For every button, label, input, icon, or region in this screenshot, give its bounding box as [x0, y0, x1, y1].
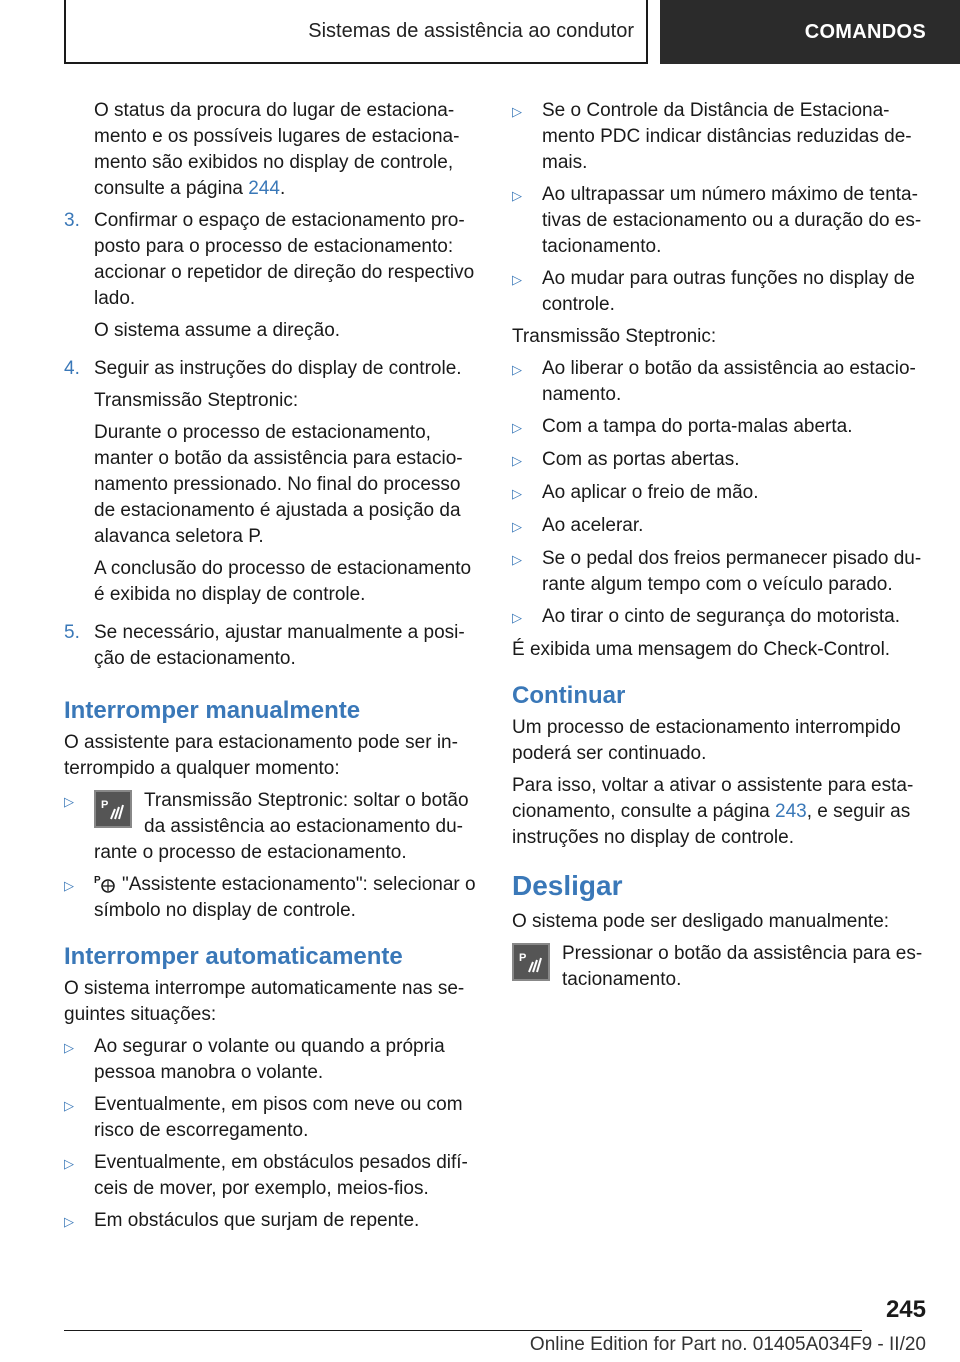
heading-interromper-manualmente: Interromper manualmente: [64, 697, 361, 724]
right-column: [512, 98, 924, 993]
triangle-right-icon: ▷: [512, 362, 522, 377]
continue-text-2: Para isso, voltar a ativar o assistente para esta-cionamento, consulte a página 243, e seguir as instruções no display de controle.: [512, 775, 914, 848]
triangle-right-icon: ▷: [512, 188, 522, 203]
intro-paragraph: O status da procura do lugar de estaciona-mento e os possíveis lugares de estaciona-mento são exibidos no display de controle, consulte a página 244.: [94, 100, 460, 199]
list-item: ▷ Com a tampa do porta-malas aberta.: [512, 414, 924, 441]
list-item: ▷ P "Assistente estacionamento": selecionar o símbolo no display de controle.: [64, 872, 478, 924]
steptronic-label: Transmissão Steptronic:: [512, 326, 717, 347]
page-link[interactable]: 243: [775, 801, 807, 822]
header-section-title: Sistemas de assistência ao condutor: [64, 0, 648, 64]
heading-desligar: Desligar: [512, 870, 623, 901]
footer-divider: [64, 1330, 862, 1331]
off-instruction: P Pressionar o botão da assistência para es-tacionamento.: [512, 941, 924, 993]
list-item: ▷ Ao liberar o botão da assistência ao estacio-namento.: [512, 356, 924, 408]
triangle-right-icon: ▷: [64, 1214, 74, 1229]
list-item: ▷ Ao aplicar o freio de mão.: [512, 480, 924, 507]
off-text: O sistema pode ser desligado manualmente:: [512, 911, 890, 932]
list-item: ▷ Ao tirar o cinto de segurança do motorista.: [512, 604, 924, 631]
heading-continuar: Continuar: [512, 682, 626, 709]
list-item: ▷ Se o Controle da Distância de Estaciona-mento PDC indicar distâncias reduzidas de-mais.: [512, 98, 924, 176]
triangle-right-icon: ▷: [64, 794, 74, 809]
heading-interromper-automaticamente: Interromper automaticamente: [64, 943, 403, 970]
parking-assistant-button-icon: [512, 943, 550, 981]
triangle-right-icon: ▷: [64, 1098, 74, 1113]
edition-footer: Online Edition for Part no. 01405A034F9 - II/20: [529, 1334, 926, 1355]
triangle-right-icon: ▷: [512, 272, 522, 287]
check-control-text: É exibida uma mensagem do Check-Control.: [512, 639, 891, 660]
triangle-right-icon: ▷: [512, 420, 522, 435]
step-4: 4. Seguir as instruções do display de controle. Transmissão Steptronic: Durante o processo de estacionamento, manter o botão da assistência para estacio-namento pressionado. No final do processo de estacionamento é ajustada a posição da alavanca seletora P. A conclusão do processo de estacionamento é exibida no display de controle.: [64, 358, 472, 605]
triangle-right-icon: ▷: [512, 552, 522, 567]
triangle-right-icon: ▷: [512, 453, 522, 468]
parking-assistant-button-icon: [94, 790, 132, 828]
list-item: ▷ Eventualmente, em obstáculos pesados difí-ceis de mover, por exemplo, meios-fios.: [64, 1150, 478, 1202]
page-link[interactable]: 244: [248, 178, 280, 199]
list-item: ▷ P Transmissão Steptronic: soltar o botão da assistência ao estacionamento du-rante o processo de estacionamento.: [64, 788, 478, 866]
step-5: 5. Se necessário, ajustar manualmente a posi-ção de estacionamento.: [64, 622, 465, 669]
triangle-right-icon: ▷: [512, 519, 522, 534]
svg-text:P: P: [519, 952, 527, 964]
list-item: ▷ Ao segurar o volante ou quando a própria pessoa manobra o volante.: [64, 1034, 478, 1086]
list-item: ▷ Em obstáculos que surjam de repente.: [64, 1208, 478, 1235]
svg-text:P: P: [101, 799, 109, 811]
auto-text: O sistema interrompe automaticamente nas se-guintes situações:: [64, 978, 465, 1025]
list-item: ▷ Se o pedal dos freios permanecer pisado du-rante algum tempo com o veículo parado.: [512, 546, 924, 598]
header-chapter-title: COMANDOS: [660, 0, 960, 64]
page-number: 245: [885, 1296, 926, 1323]
continue-text-1: Um processo de estacionamento interrompido poderá ser continuado.: [512, 717, 901, 764]
svg-text:P: P: [94, 875, 101, 886]
triangle-right-icon: ▷: [512, 610, 522, 625]
step-3: 3. Confirmar o espaço de estacionamento pro-posto para o processo de estacionamento: accionar o repetidor de direção do respectivo lado. O sistema assume a direção.: [64, 210, 475, 341]
triangle-right-icon: ▷: [64, 1040, 74, 1055]
list-item: ▷ Com as portas abertas.: [512, 447, 924, 474]
list-item: ▷ Ao ultrapassar um número máximo de tenta-tivas de estacionamento ou a duração do es-tacionamento.: [512, 182, 924, 260]
manual-text: O assistente para estacionamento pode ser in-terrompido a qualquer momento:: [64, 732, 458, 779]
parking-assistant-symbol-icon: [94, 873, 116, 893]
list-item: ▷ Eventualmente, em pisos com neve ou com risco de escorregamento.: [64, 1092, 478, 1144]
triangle-right-icon: ▷: [512, 104, 522, 119]
triangle-right-icon: ▷: [64, 878, 74, 893]
list-item: ▷ Ao mudar para outras funções no display de controle.: [512, 266, 924, 318]
triangle-right-icon: ▷: [512, 486, 522, 501]
triangle-right-icon: ▷: [64, 1156, 74, 1171]
list-item: ▷ Ao acelerar.: [512, 513, 924, 540]
left-column: [64, 98, 478, 1241]
